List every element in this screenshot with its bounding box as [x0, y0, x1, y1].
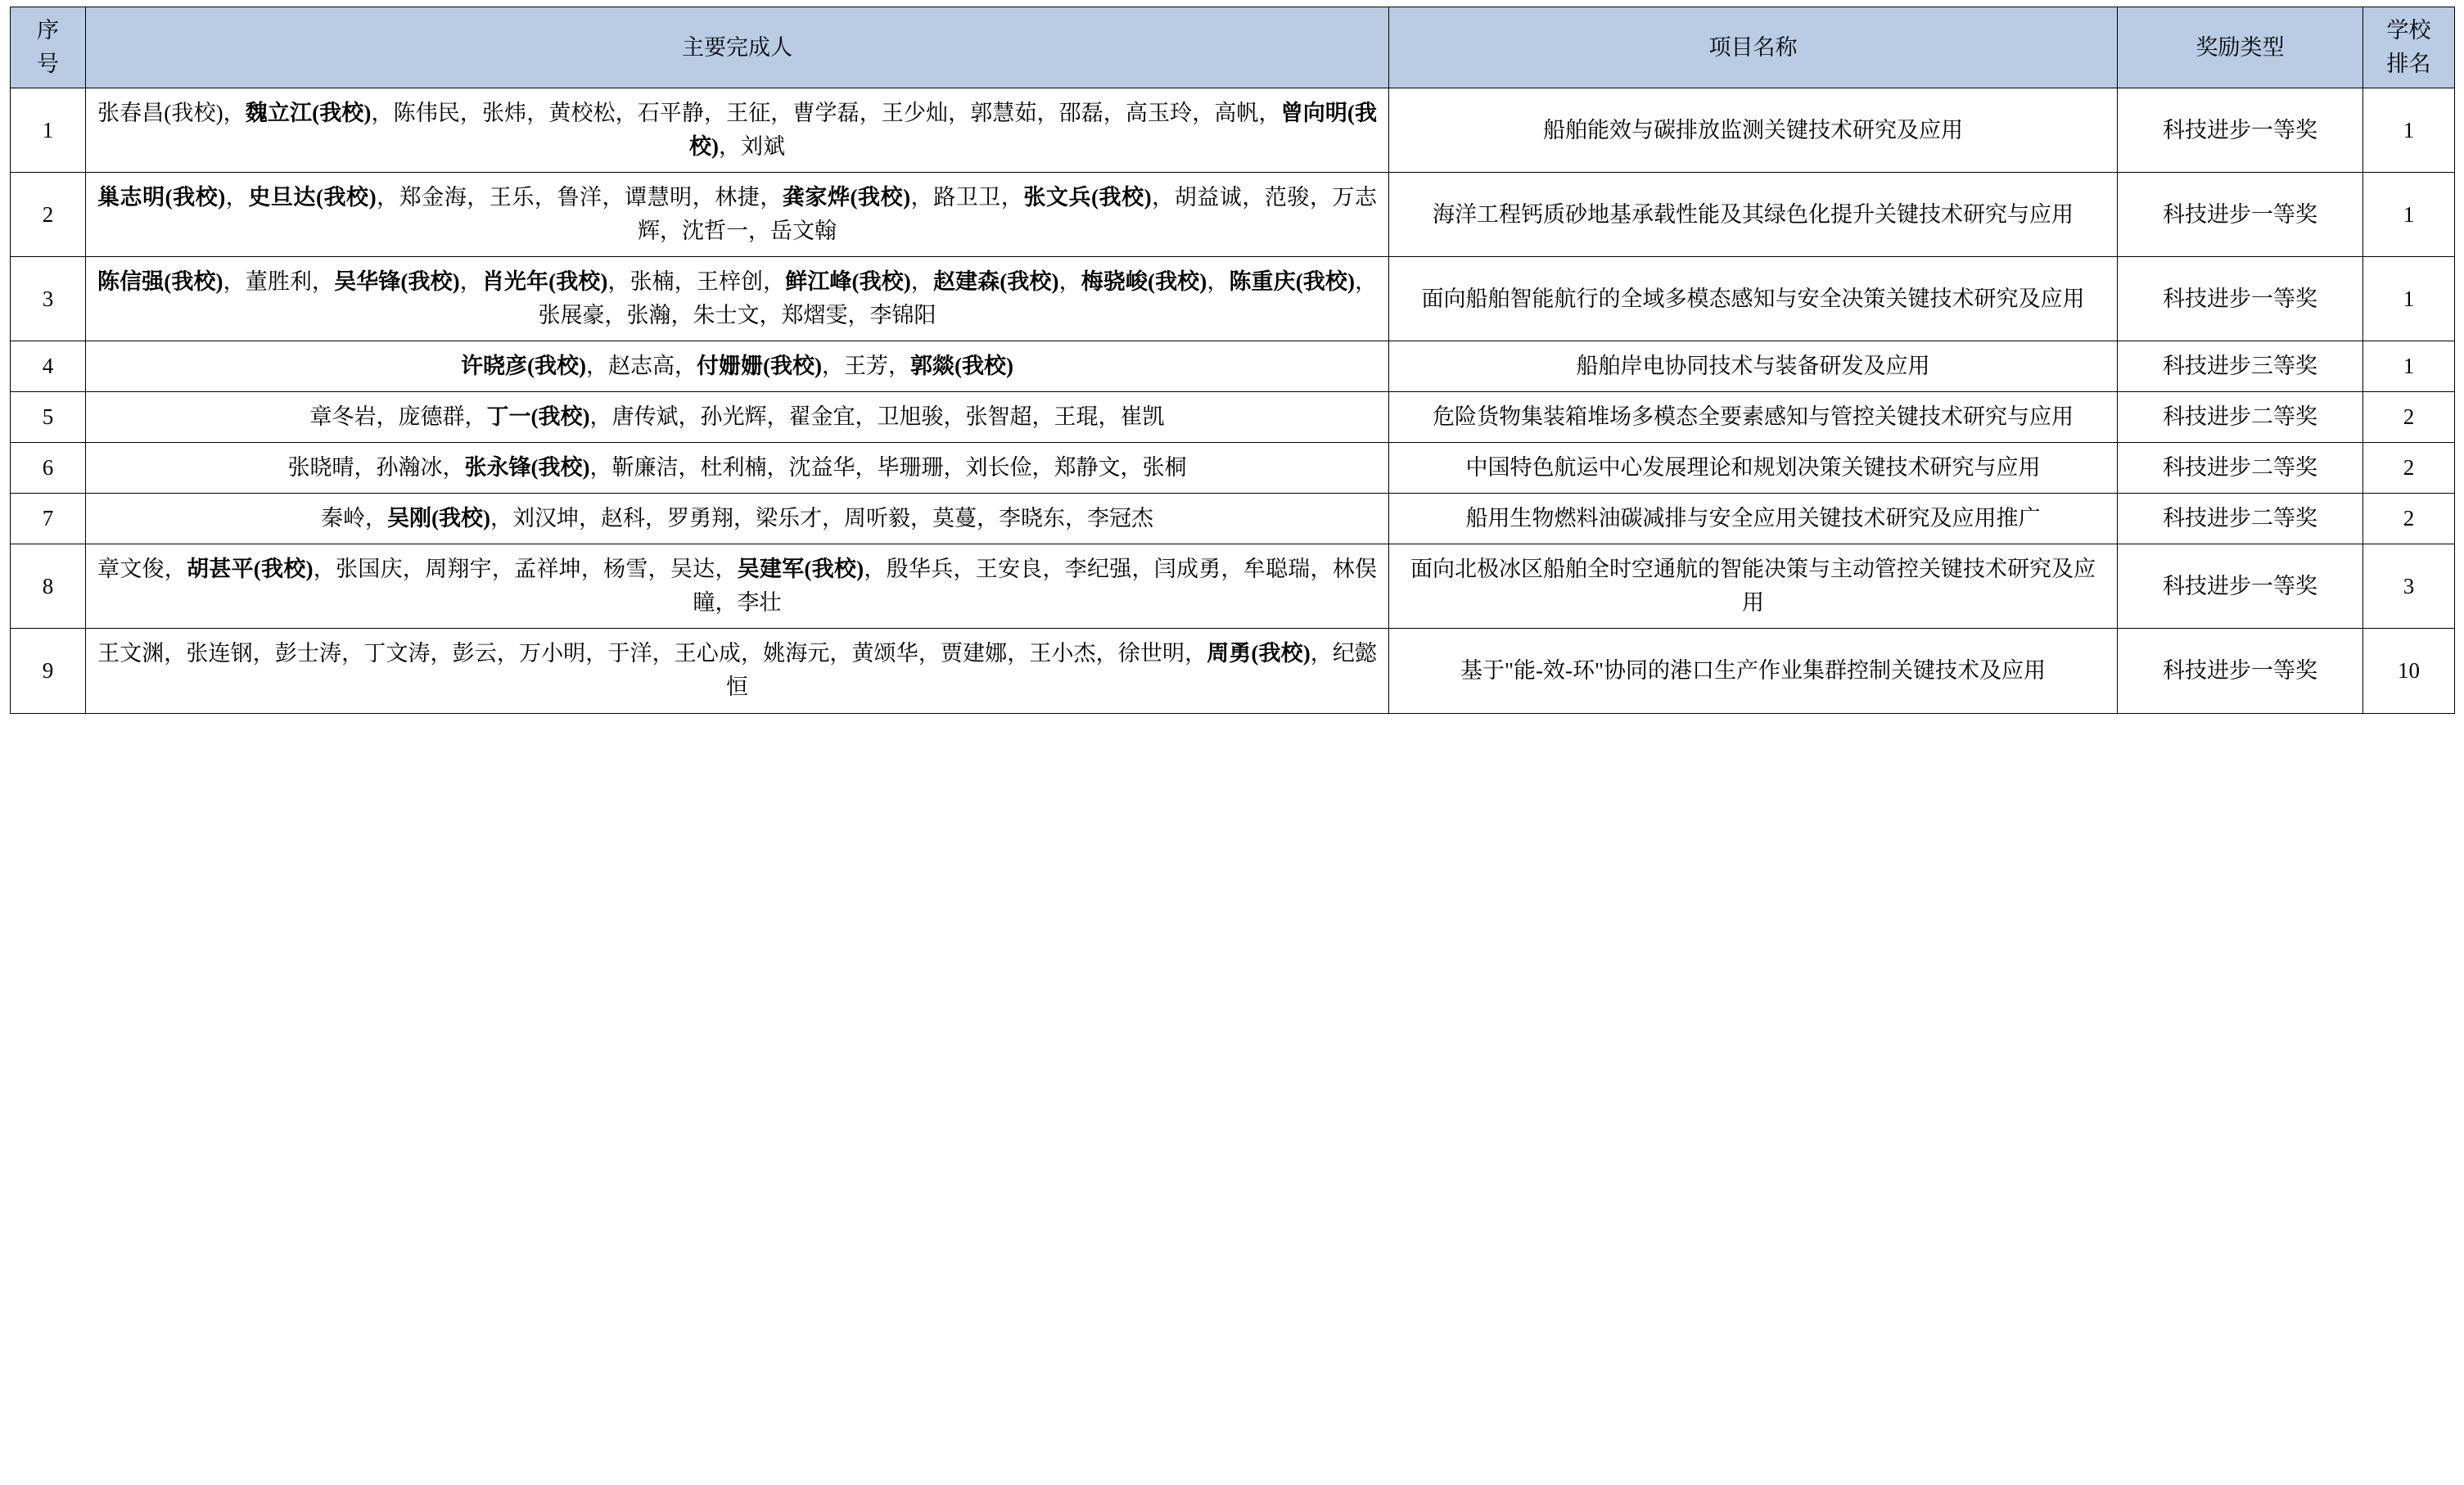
row-award-type: 科技进步一等奖: [2118, 173, 2363, 257]
row-award-type: 科技进步二等奖: [2118, 494, 2363, 544]
table-header: [11, 7, 2455, 88]
row-seq: 8: [11, 544, 86, 629]
row-rank: 2: [2363, 494, 2455, 544]
row-rank: 1: [2363, 257, 2455, 341]
column-header-seq: 序 号: [11, 7, 86, 88]
row-people: 秦岭，吴刚(我校)，刘汉坤，赵科，罗勇翔，梁乐才，周听毅，莫蔓，李晓东，李冠杰: [86, 494, 1389, 544]
table-row: [11, 392, 2455, 443]
row-project: 船舶能效与碳排放监测关键技术研究及应用: [1389, 88, 2118, 173]
row-award-type: 科技进步三等奖: [2118, 341, 2363, 392]
row-people: 巢志明(我校)，史旦达(我校)，郑金海，王乐，鲁洋，谭慧明，林捷，龚家烨(我校)，路卫卫，张文兵(我校)，胡益诚，范骏，万志辉，沈哲一，岳文翰: [86, 173, 1389, 257]
column-header-award-type: 奖励类型: [2118, 7, 2363, 88]
row-project: 面向北极冰区船舶全时空通航的智能决策与主动管控关键技术研究及应用: [1389, 544, 2118, 629]
table-row: [11, 173, 2455, 257]
row-award-type: 科技进步二等奖: [2118, 443, 2363, 494]
row-seq: 6: [11, 443, 86, 494]
row-rank: 1: [2363, 88, 2455, 173]
table-row: [11, 257, 2455, 341]
row-project: 面向船舶智能航行的全域多模态感知与安全决策关键技术研究及应用: [1389, 257, 2118, 341]
table-row: [11, 544, 2455, 629]
row-people: 张晓晴，孙瀚冰，张永锋(我校)，靳廉洁，杜利楠，沈益华，毕珊珊，刘长俭，郑静文，张桐: [86, 443, 1389, 494]
table-row: [11, 443, 2455, 494]
row-people: 王文渊，张连钢，彭士涛，丁文涛，彭云，万小明，于洋，王心成，姚海元，黄颂华，贾建娜，王小杰，徐世明，周勇(我校)，纪懿恒: [86, 629, 1389, 713]
row-rank: 10: [2363, 629, 2455, 713]
column-header-project: 项目名称: [1389, 7, 2118, 88]
row-rank: 2: [2363, 392, 2455, 443]
row-people: 张春昌(我校)，魏立江(我校)，陈伟民，张炜，黄校松，石平静，王征，曹学磊，王少灿，郭慧茹，邵磊，高玉玲，高帆，曾向明(我校)，刘斌: [86, 88, 1389, 173]
row-project: 中国特色航运中心发展理论和规划决策关键技术研究与应用: [1389, 443, 2118, 494]
row-seq: 3: [11, 257, 86, 341]
row-award-type: 科技进步二等奖: [2118, 392, 2363, 443]
column-header-people: 主要完成人: [86, 7, 1389, 88]
table-row: [11, 88, 2455, 173]
row-seq: 2: [11, 173, 86, 257]
award-table: [10, 7, 2455, 714]
row-project: 船用生物燃料油碳减排与安全应用关键技术研究及应用推广: [1389, 494, 2118, 544]
row-people: 许晓彦(我校)，赵志高，付姗姗(我校)，王芳，郭燚(我校): [86, 341, 1389, 392]
row-seq: 9: [11, 629, 86, 713]
row-award-type: 科技进步一等奖: [2118, 88, 2363, 173]
row-people: 章冬岩，庞德群，丁一(我校)，唐传斌，孙光辉，翟金宜，卫旭骏，张智超，王琨，崔凯: [86, 392, 1389, 443]
row-seq: 1: [11, 88, 86, 173]
row-project: 基于"能-效-环"协同的港口生产作业集群控制关键技术及应用: [1389, 629, 2118, 713]
row-seq: 5: [11, 392, 86, 443]
row-rank: 2: [2363, 443, 2455, 494]
row-project: 海洋工程钙质砂地基承载性能及其绿色化提升关键技术研究与应用: [1389, 173, 2118, 257]
header-row: [11, 7, 2455, 88]
row-award-type: 科技进步一等奖: [2118, 544, 2363, 629]
table-row: [11, 341, 2455, 392]
row-rank: 3: [2363, 544, 2455, 629]
row-award-type: 科技进步一等奖: [2118, 629, 2363, 713]
row-seq: 7: [11, 494, 86, 544]
row-people: 章文俊，胡甚平(我校)，张国庆，周翔宇，孟祥坤，杨雪，吴达，吴建军(我校)，殷华兵，王安良，李纪强，闫成勇，牟聪瑞，林俣瞳，李壮: [86, 544, 1389, 629]
row-seq: 4: [11, 341, 86, 392]
row-project: 船舶岸电协同技术与装备研发及应用: [1389, 341, 2118, 392]
table-row: [11, 494, 2455, 544]
row-project: 危险货物集装箱堆场多模态全要素感知与管控关键技术研究与应用: [1389, 392, 2118, 443]
column-header-school-rank: 学校 排名: [2363, 7, 2455, 88]
row-rank: 1: [2363, 173, 2455, 257]
table-row: [11, 629, 2455, 713]
row-people: 陈信强(我校)，董胜利，吴华锋(我校)，肖光年(我校)，张楠，王梓创，鲜江峰(我校)，赵建森(我校)，梅骁峻(我校)，陈重庆(我校)，张展豪，张瀚，朱士文，郑熠雯，李锦阳: [86, 257, 1389, 341]
table-body: [11, 88, 2455, 713]
row-rank: 1: [2363, 341, 2455, 392]
row-award-type: 科技进步一等奖: [2118, 257, 2363, 341]
